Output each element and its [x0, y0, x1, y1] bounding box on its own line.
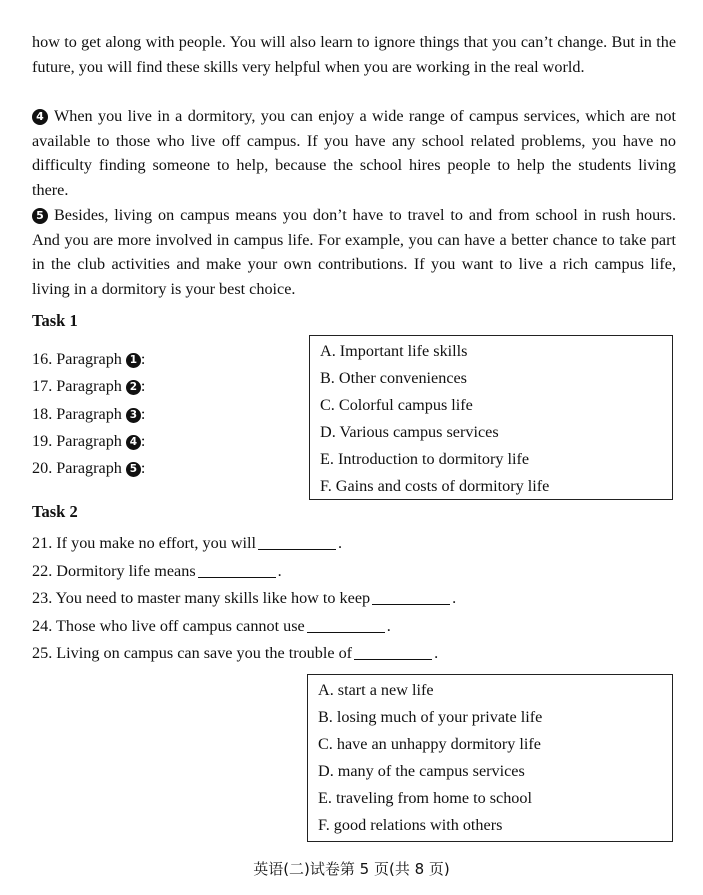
paragraph-marker: 3	[126, 408, 141, 423]
question-label: 18. Paragraph	[32, 404, 122, 423]
task1-options-box	[309, 335, 673, 500]
question-text: 21. If you make no effort, you will	[32, 534, 257, 552]
task2-options-box	[307, 674, 673, 842]
question-text: 23. You need to master many skills like how to keep	[32, 589, 371, 607]
question-colon: :	[140, 431, 146, 450]
paragraph-5	[32, 203, 676, 301]
answer-blank[interactable]	[372, 590, 450, 605]
question-text: 22. Dormitory life means	[32, 561, 196, 580]
answer-blank[interactable]	[354, 645, 432, 660]
task1-question-16	[32, 346, 145, 373]
task1-question-17	[32, 373, 145, 400]
paragraph-marker: 5	[126, 462, 141, 477]
question-colon: :	[140, 459, 146, 478]
question-end: .	[277, 561, 282, 580]
task1-option-f: F. Gains and costs of dormitory life	[320, 477, 550, 495]
task2-option-c: C. have an unhappy dormitory life	[318, 735, 541, 753]
question-colon: :	[140, 404, 146, 423]
question-end: .	[434, 644, 439, 662]
task2-question-24	[32, 613, 456, 641]
answer-blank[interactable]	[307, 618, 385, 633]
paragraph-marker: 4	[126, 435, 141, 450]
paragraph-marker: 1	[126, 353, 141, 368]
question-end: .	[452, 589, 457, 607]
question-end: .	[386, 616, 391, 635]
paragraph-4	[32, 104, 676, 202]
question-label: 16. Paragraph	[32, 350, 122, 368]
page-footer: 英语(二)试卷第 5 页(共 8 页)	[253, 860, 450, 878]
question-label: 19. Paragraph	[32, 431, 122, 450]
question-colon: :	[140, 377, 146, 396]
task2-question-23	[32, 585, 456, 613]
task1-option-a: A. Important life skills	[320, 342, 468, 360]
question-label: 20. Paragraph	[32, 459, 122, 478]
question-text: 25. Living on campus can save you the trouble of	[32, 644, 353, 662]
paragraph-4-marker: 4	[32, 109, 48, 125]
paragraph-4-text: When you live in a dormitory, you can enjoy a wide range of campus services, which are not available to those who live off campus. If you have any school related problems, you have no difficulty finding someone to help, because the school hires people to help the students living there.	[32, 107, 676, 199]
task1-option-e: E. Introduction to dormitory life	[320, 450, 530, 468]
task1-option-c: C. Colorful campus life	[320, 396, 473, 414]
task1-question-19	[32, 428, 145, 455]
question-colon: :	[140, 350, 146, 368]
answer-blank[interactable]	[198, 563, 276, 578]
task1-title: Task 1	[32, 311, 78, 330]
task1-option-d: D. Various campus services	[320, 423, 499, 441]
paragraph-marker: 2	[126, 380, 141, 395]
task2-option-e: E. traveling from home to school	[318, 789, 532, 807]
paragraph-5-text: Besides, living on campus means you don’t have to travel to and from school in rush hours. And you are more involved in campus life. For example, you can have a better chance to take part in the club activities and make your own contributions. If you want to live a rich campus life, living in a dormitory is your best choice.	[32, 206, 676, 298]
question-label: 17. Paragraph	[32, 377, 122, 396]
question-end: .	[338, 534, 343, 552]
paragraph-5-marker: 5	[32, 208, 48, 224]
question-text: 24. Those who live off campus cannot use	[32, 616, 305, 635]
task2-option-b: B. losing much of your private life	[318, 708, 543, 726]
task2-title: Task 2	[32, 502, 78, 521]
task2-option-d: D. many of the campus services	[318, 762, 525, 780]
task2-questions	[32, 530, 456, 668]
task2-question-22	[32, 558, 456, 586]
task1-question-18	[32, 401, 145, 428]
task2-option-a: A. start a new life	[318, 681, 434, 699]
task2-option-f: F. good relations with others	[318, 816, 503, 834]
paragraph-3-continuation	[32, 30, 676, 79]
task1-question-20	[32, 455, 145, 482]
task2-question-25	[32, 640, 456, 668]
task2-question-21	[32, 530, 456, 558]
paragraph-3-text: how to get along with people. You will also learn to ignore things that you can’t change. But in the future, you will find these skills very helpful when you are working in the real world.	[32, 33, 676, 76]
answer-blank[interactable]	[258, 535, 336, 550]
task1-questions	[32, 346, 145, 482]
task1-option-b: B. Other conveniences	[320, 369, 467, 387]
